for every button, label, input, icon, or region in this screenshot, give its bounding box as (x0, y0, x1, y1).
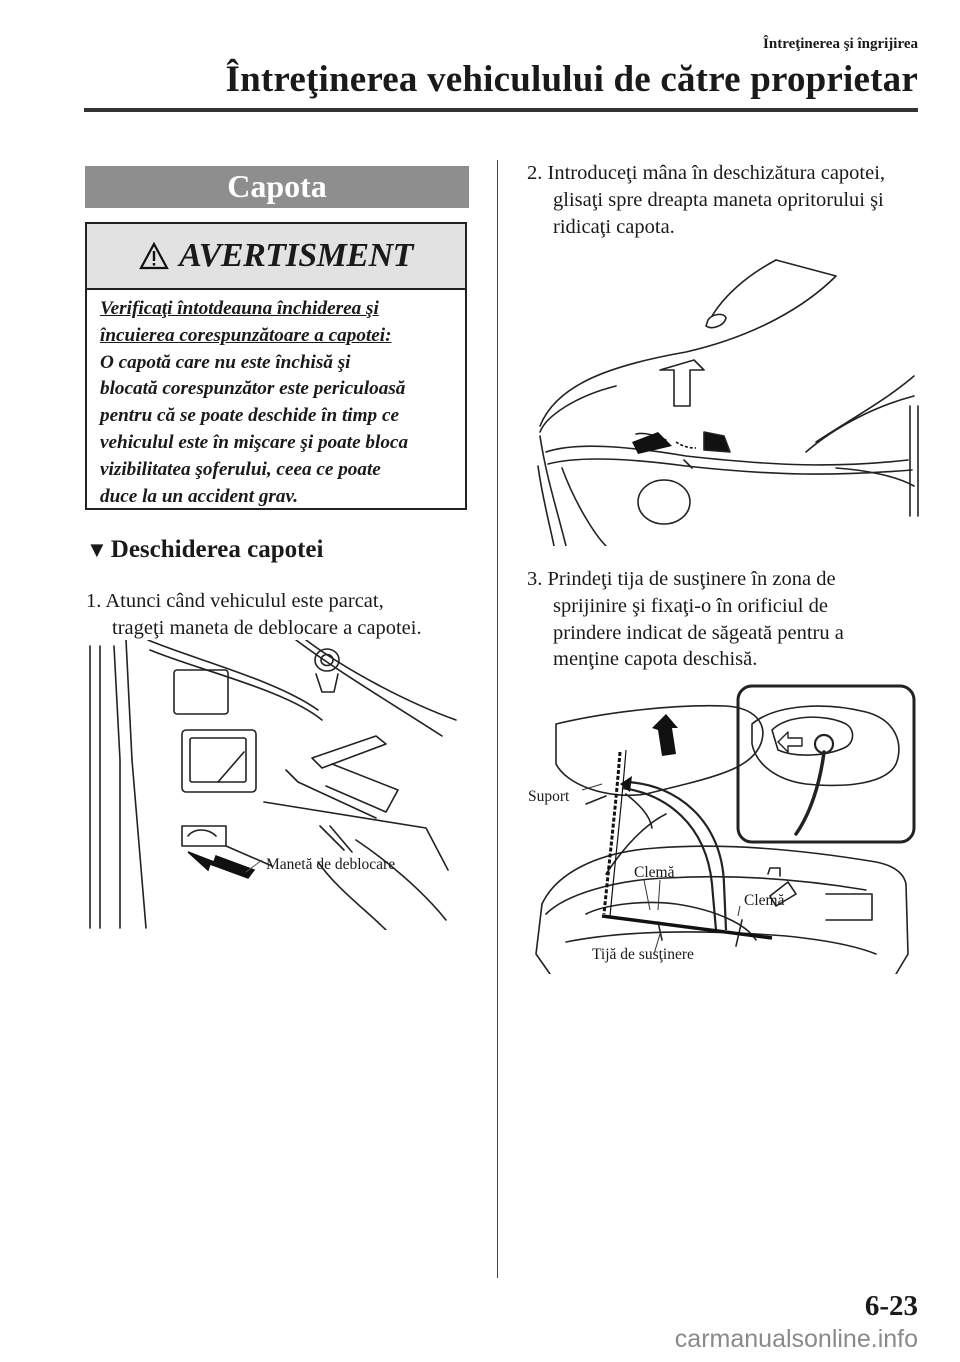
column-divider (497, 160, 498, 1278)
header-subtitle: Întreţinerea şi îngrijirea (763, 36, 918, 52)
warning-header (87, 224, 465, 290)
subsection-heading (86, 536, 323, 564)
hood-latch-illustration-icon (536, 256, 920, 546)
warning-lead-line: Verificaţi întotdeauna închiderea şi (100, 298, 379, 319)
support-rod-illustration-icon (526, 684, 916, 974)
warning-text-line: blocată corespunzător este periculoasă (100, 378, 406, 400)
step-text: menţine capota deschisă. (553, 648, 758, 671)
step-3 (527, 566, 927, 673)
warning-lead-line: încuierea corespunzătoare a capotei: (100, 324, 392, 346)
header-divider (84, 108, 918, 112)
step-text: Atunci când vehiculul este parcat, (105, 590, 384, 612)
step-text: Introduceţi mâna în deschizătura capotei, (547, 162, 886, 184)
warning-text-line: duce la un accident grav. (100, 485, 299, 507)
warning-text-line: vehiculul este în mişcare şi poate bloca (100, 431, 409, 453)
warning-text-line: pentru că se poate deschide în timp ce (100, 405, 399, 427)
step-text: prindere indicat de săgeată pentru a (553, 621, 844, 644)
step-number: 3. (527, 568, 543, 590)
watermark: carmanualsonline.info (674, 1325, 918, 1353)
step-1 (86, 588, 486, 642)
subsection-title: Deschiderea capotei (110, 536, 324, 563)
warning-triangle-icon (139, 242, 169, 270)
hood-latch-figure (536, 256, 920, 546)
warning-box (85, 222, 467, 510)
clip-label-1: Clemă (634, 864, 675, 881)
support-label: Suport (528, 788, 570, 805)
warning-body (100, 296, 455, 510)
step-2 (527, 160, 927, 240)
support-rod-label: Tijă de susţinere (592, 946, 694, 963)
page-number: 6-23 (864, 1290, 918, 1322)
release-lever-figure (86, 640, 466, 930)
step-text: trageţi maneta de deblocare a capotei. (112, 616, 422, 639)
step-text: Prindeţi tija de susţinere în zona de (547, 568, 836, 590)
step-text: ridicaţi capota. (553, 215, 675, 238)
release-lever-label: Manetă de deblocare (266, 856, 396, 873)
hood-release-lever-illustration-icon (86, 640, 466, 930)
warning-text-line: vizibilitatea şoferului, ceea ce poate (100, 458, 381, 480)
step-text: glisaţi spre dreapta maneta opritorului şi (553, 188, 884, 211)
subsection-marker-icon: ▼ (86, 537, 108, 562)
warning-text-line: O capotă care nu este închisă şi (100, 351, 351, 373)
section-title: Capota (85, 166, 469, 208)
step-text: sprijinire şi fixaţi-o în orificiul de (553, 594, 828, 617)
page-title: Întreţinerea vehiculului de către proprietar (225, 59, 918, 100)
support-rod-figure (526, 684, 916, 974)
step-number: 2. (527, 162, 543, 184)
step-number: 1. (86, 590, 102, 612)
warning-heading: AVERTISMENT (179, 237, 413, 274)
clip-label-2: Clemă (744, 892, 785, 909)
